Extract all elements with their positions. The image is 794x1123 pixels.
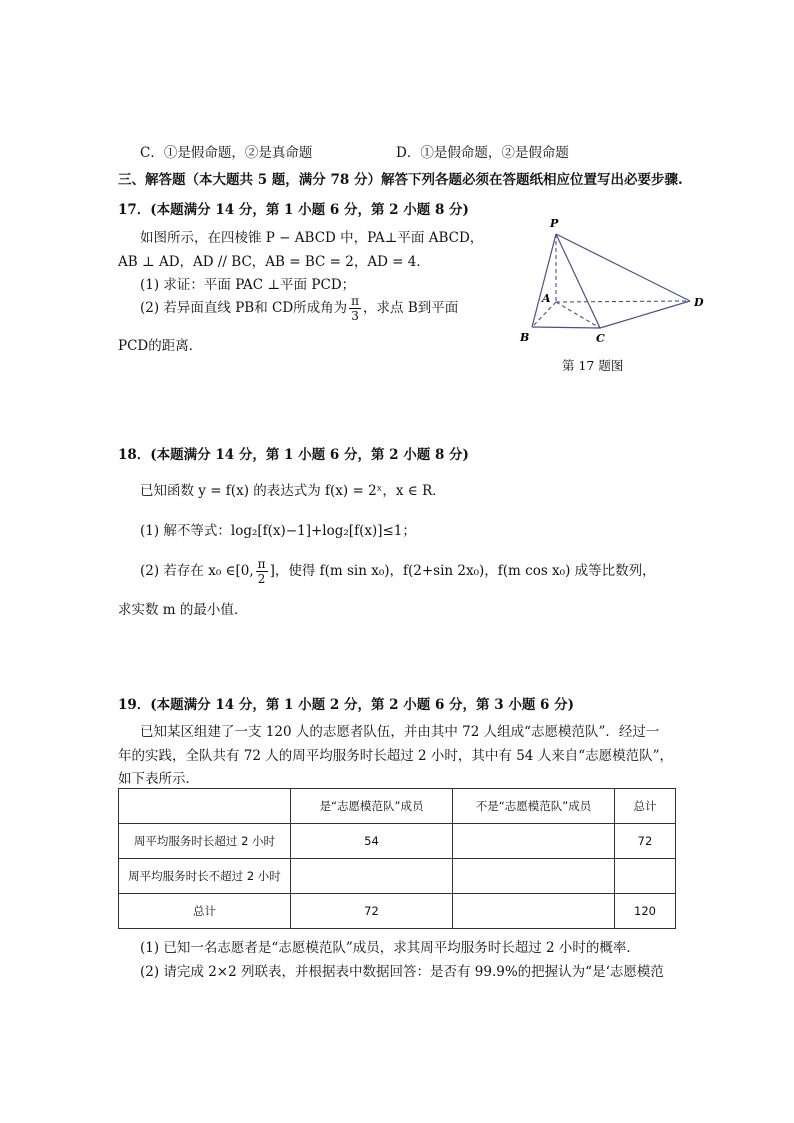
label-b: B [520,331,530,344]
option-c: C．①是假命题，②是真命题 [140,145,313,161]
edge-cd [600,301,690,328]
label-d: D [694,296,704,309]
edge-ad [556,301,690,302]
q17-part2-suffix: ，求点 B到平面 [363,300,459,316]
edge-bc [532,327,600,328]
table-row [119,894,676,929]
section-heading: 三、解答题（本大题共 5 题，满分 78 分）解答下列各题必须在答题纸相应位置写出必要步骤. [118,172,683,188]
table-row [119,859,676,894]
q18-header: 18．(本题满分 14 分，第 1 小题 6 分，第 2 小题 8 分) [118,447,469,463]
table-cell: 周平均服务时长超过 2 小时 [119,824,291,859]
table-cell: 72 [291,894,453,929]
edge-pd [556,234,690,301]
frac-numerator: π [257,557,266,571]
figure-caption: 第 17 题图 [562,358,624,373]
q18-part2 [140,558,656,585]
table-header-cell: 不是“志愿模范队”成员 [453,789,615,824]
frac-denominator: 2 [257,572,266,586]
q19-stem-line2: 年的实践，全队共有 72 人的周平均服务时长超过 2 小时，其中有 54 人来自“志愿模范队”， [118,748,673,764]
q17-part2-prefix: (2) 若异面直线 PB和 CD所成角为 [140,300,348,316]
q17-stem-line1: 如图所示，在四棱锥 P − ABCD 中，PA⊥平面 ABCD， [140,230,484,246]
table-cell [453,894,615,929]
q18-part2-suffix: ]，使得 f(m sin x₀)，f(2+sin 2x₀)，f(m cos x₀) 成等比数列， [269,563,656,579]
edge-pb [532,234,556,327]
table-cell [615,859,676,894]
q18-part1: (1) 解不等式：log₂[f(x)−1]+log₂[f(x)]≤1； [140,523,416,539]
q19-header: 19．(本题满分 14 分，第 1 小题 2 分，第 2 小题 6 分，第 3 小题 6 分) [118,697,575,713]
q17-part2 [140,295,458,322]
table-cell: 120 [615,894,676,929]
pi-over-2 [256,558,268,585]
q17-part2-line2: PCD的距离． [118,338,203,354]
q18-part2-line2: 求实数 m 的最小值． [118,602,248,618]
q17-stem-line2: AB ⊥ AD，AD // BC，AB = BC = 2，AD = 4． [118,254,430,270]
table-cell: 54 [291,824,453,859]
q17-header: 17．(本题满分 14 分，第 1 小题 6 分，第 2 小题 8 分) [118,202,469,218]
table-cell: 72 [615,824,676,859]
table-header-cell: 是“志愿模范队”成员 [291,789,453,824]
table-cell [291,859,453,894]
contingency-table [118,788,676,929]
table-cell [453,859,615,894]
q19-part2: (2) 请完成 2×2 列联表，并根据表中数据回答：是否有 99.9%的把握认为“是‘志愿模范 [140,964,664,980]
table-cell [453,824,615,859]
label-p: P [550,217,559,230]
table-header-cell: 总计 [615,789,676,824]
table-row [119,824,676,859]
pi-over-3 [349,295,361,322]
q18-stem: 已知函数 y = f(x) 的表达式为 f(x) = 2ˣ，x ∈ R． [140,483,446,499]
q19-part1: (1) 已知一名志愿者是“志愿模范队”成员，求其周平均服务时长超过 2 小时的概率． [140,940,640,956]
q19-stem-line3: 如下表所示． [118,771,199,787]
frac-numerator: π [351,294,360,308]
table-cell: 总计 [119,894,291,929]
q17-part1: (1) 求证：平面 PAC ⊥平面 PCD； [140,277,356,293]
q18-part2-prefix: (2) 若存在 x₀ ∈[0, [140,563,254,579]
option-d: D．①是假命题，②是假命题 [396,145,569,161]
label-a: A [542,292,551,305]
table-header-cell [119,789,291,824]
q19-stem-line1: 已知某区组建了一支 120 人的志愿者队伍，并由其中 72 人组成“志愿模范队”．经过一 [140,724,660,740]
frac-denominator: 3 [351,309,359,323]
edge-pc [556,234,600,328]
pyramid-figure [510,212,710,352]
table-cell: 周平均服务时长不超过 2 小时 [119,859,291,894]
label-c: C [596,332,605,345]
table-header-row [119,789,676,824]
